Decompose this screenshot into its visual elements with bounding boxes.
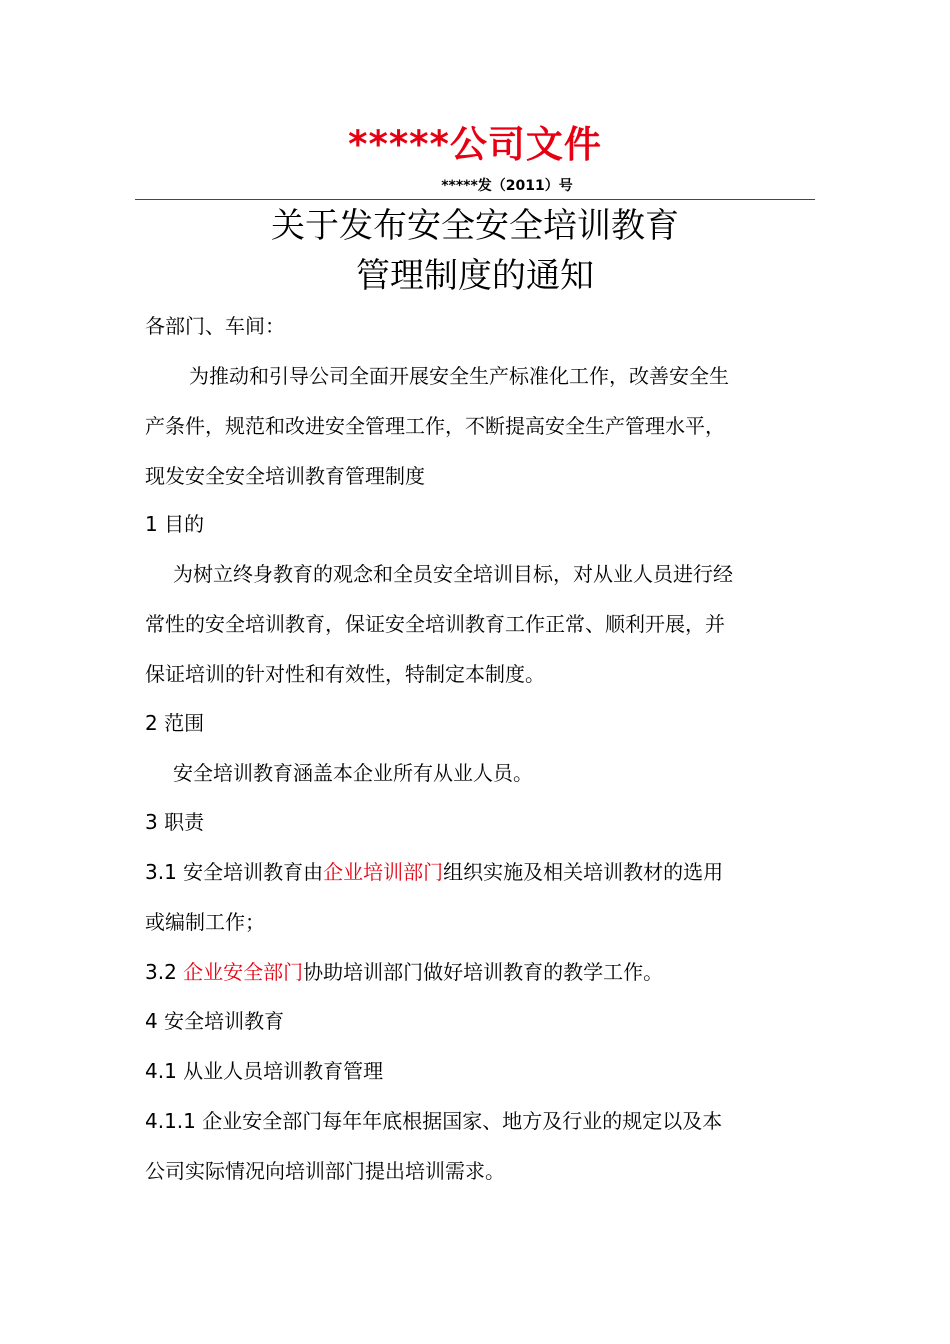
section-3-item-1-line-2: 或编制工作； <box>145 910 265 934</box>
safety-department-highlight: 企业安全部门 <box>183 960 304 984</box>
section-4-1-1-line-2: 公司实际情况向培训部门提出培训需求。 <box>145 1159 505 1183</box>
section-4 <box>145 996 810 1196</box>
section-3-item-1-suffix: 组织实施及相关培训教材的选用 <box>443 860 724 884</box>
section-2 <box>145 698 810 798</box>
header-divider <box>135 199 815 200</box>
intro-line-2: 产条件，规范和改进安全管理工作，不断提高安全生产管理水平， <box>145 414 725 438</box>
section-1-line-3: 保证培训的针对性和有效性，特制定本制度。 <box>145 662 545 686</box>
section-4-1-1-line-1: 4.1.1 企业安全部门每年年底根据国家、地方及行业的规定以及本 <box>145 1109 723 1133</box>
section-3-item-1-line-1 <box>145 847 810 897</box>
section-1-line-1: 为树立终身教育的观念和全员安全培训目标，对从业人员进行经 <box>173 562 733 586</box>
intro-paragraph <box>145 351 810 501</box>
notice-title <box>0 201 950 301</box>
section-3-item-1-prefix: 3.1 安全培训教育由 <box>145 860 324 884</box>
notice-title-line-1: 关于发布安全安全培训教育 <box>271 206 679 246</box>
section-3-item-2-suffix: 协助培训部门做好培训教育的教学工作。 <box>303 960 664 984</box>
company-document-title: *****公司文件 <box>348 123 602 166</box>
notice-title-line-2: 管理制度的通知 <box>356 256 594 296</box>
section-4-heading: 4 安全培训教育 <box>145 1009 285 1033</box>
document-number-text: *****发（2011）号 <box>441 178 573 194</box>
section-1-heading: 1 目的 <box>145 512 205 536</box>
intro-line-3: 现发安全安全培训教育管理制度 <box>145 464 425 488</box>
section-1-line-2: 常性的安全培训教育，保证安全培训教育工作正常、顺利开展，并 <box>145 612 725 636</box>
section-1 <box>145 499 810 699</box>
section-3-item-2-prefix: 3.2 <box>145 960 184 984</box>
section-4-1-heading: 4.1 从业人员培训教育管理 <box>145 1059 384 1083</box>
intro-line-1: 为推动和引导公司全面开展安全生产标准化工作，改善安全生 <box>189 364 729 388</box>
section-2-heading: 2 范围 <box>145 711 205 735</box>
section-3-heading: 3 职责 <box>145 810 205 834</box>
training-department-highlight: 企业培训部门 <box>323 860 444 884</box>
section-3 <box>145 797 810 997</box>
section-3-item-2 <box>145 947 810 997</box>
document-number <box>0 176 950 196</box>
section-2-line-1: 安全培训教育涵盖本企业所有从业人员。 <box>173 761 533 785</box>
salutation: 各部门、车间： <box>145 314 285 338</box>
